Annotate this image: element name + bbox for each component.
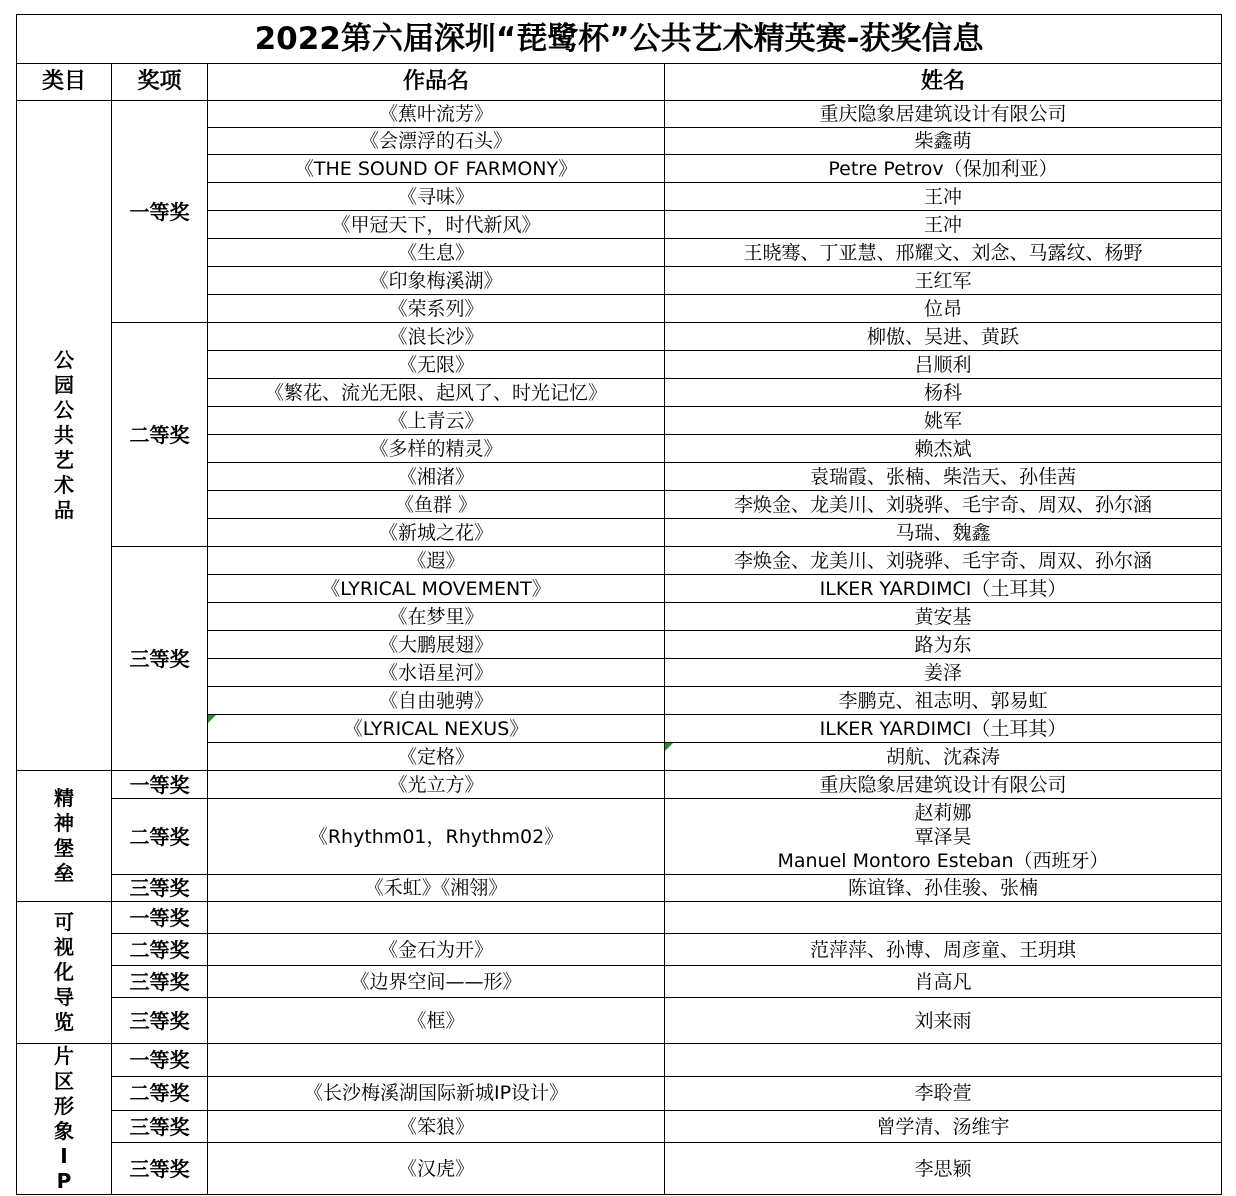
work-title-cell: 《THE SOUND OF FARMONY》	[208, 155, 665, 183]
category-cell	[17, 1044, 112, 1195]
work-title-cell: 《金石为开》	[208, 934, 665, 966]
award-cell: 一等奖	[112, 101, 208, 323]
work-title-cell: 《LYRICAL MOVEMENT》	[208, 575, 665, 603]
winner-name-cell: 路为东	[665, 631, 1222, 659]
winner-name-cell: 杨科	[665, 379, 1222, 407]
work-title-cell: 《边界空间——形》	[208, 966, 665, 998]
winner-name-cell	[665, 1044, 1222, 1077]
category-cell	[17, 101, 112, 771]
table-row	[17, 799, 1222, 875]
winner-name-cell: ILKER YARDIMCI（土耳其）	[665, 575, 1222, 603]
header-work: 作品名	[208, 64, 665, 101]
work-title-cell: 《禾虹》《湘翎》	[208, 875, 665, 902]
winner-name-cell: 肖高凡	[665, 966, 1222, 998]
winner-name-cell: 王冲	[665, 211, 1222, 239]
winner-name-cell: 柴鑫萌	[665, 128, 1222, 155]
work-title-cell: 《寻味》	[208, 183, 665, 211]
winner-name-cell: 柳傲、吴进、黄跃	[665, 323, 1222, 351]
work-title-cell: 《水语星河》	[208, 659, 665, 687]
work-title-cell: 《大鹏展翅》	[208, 631, 665, 659]
award-cell: 二等奖	[112, 799, 208, 875]
winner-name-cell: 范萍萍、孙博、周彦童、王玥琪	[665, 934, 1222, 966]
work-title-cell: 《遐》	[208, 547, 665, 575]
work-title-cell: 《印象梅溪湖》	[208, 267, 665, 295]
work-title-cell: 《LYRICAL NEXUS》	[208, 715, 665, 743]
work-title-cell: 《长沙梅溪湖国际新城IP设计》	[208, 1076, 665, 1110]
table-row	[17, 323, 1222, 351]
work-title-cell: 《在梦里》	[208, 603, 665, 631]
work-title-cell: 《新城之花》	[208, 519, 665, 547]
work-title-cell: 《上青云》	[208, 407, 665, 435]
category-label: 公园公共艺术品	[54, 348, 74, 522]
table-row	[17, 101, 1222, 128]
category-cell	[17, 902, 112, 1044]
award-cell: 一等奖	[112, 1044, 208, 1077]
header-award: 奖项	[112, 64, 208, 101]
work-title-cell: 《笨狼》	[208, 1110, 665, 1143]
winner-name-cell: 黄安基	[665, 603, 1222, 631]
award-cell: 三等奖	[112, 875, 208, 902]
category-label: 可视化导览	[54, 910, 74, 1034]
award-cell: 二等奖	[112, 323, 208, 547]
winner-name-cell: ILKER YARDIMCI（土耳其）	[665, 715, 1222, 743]
table-row	[17, 1076, 1222, 1110]
work-title-cell: 《汉虎》	[208, 1143, 665, 1195]
winner-name-cell: 姜泽	[665, 659, 1222, 687]
award-cell: 三等奖	[112, 547, 208, 771]
work-title-cell: 《甲冠天下，时代新风》	[208, 211, 665, 239]
winner-name-cell: 姚军	[665, 407, 1222, 435]
work-title-cell	[208, 902, 665, 934]
winner-name-cell: 李焕金、龙美川、刘骁骅、毛宇奇、周双、孙尔涵	[665, 547, 1222, 575]
table-row	[17, 998, 1222, 1044]
award-cell: 三等奖	[112, 1110, 208, 1143]
winner-name-cell: 曾学清、汤维宇	[665, 1110, 1222, 1143]
award-cell: 一等奖	[112, 771, 208, 799]
winner-name-cell: 李思颖	[665, 1143, 1222, 1195]
work-title-cell: 《自由驰骋》	[208, 687, 665, 715]
work-title-cell: 《无限》	[208, 351, 665, 379]
winner-name-cell: 赖杰斌	[665, 435, 1222, 463]
award-cell: 三等奖	[112, 998, 208, 1044]
award-cell: 一等奖	[112, 902, 208, 934]
award-cell: 三等奖	[112, 966, 208, 998]
table-row	[17, 875, 1222, 902]
winner-name-cell: 胡航、沈森涛	[665, 743, 1222, 771]
winner-name-cell: 李鹏克、祖志明、郭易虹	[665, 687, 1222, 715]
work-title-cell: 《Rhythm01，Rhythm02》	[208, 799, 665, 875]
category-label: 精神堡垒	[54, 786, 74, 885]
winner-name-cell: 陈谊锋、孙佳骏、张楠	[665, 875, 1222, 902]
work-title-cell: 《光立方》	[208, 771, 665, 799]
category-label: 片区形象IP	[54, 1044, 74, 1193]
category-cell	[17, 771, 112, 902]
table-title: 2022第六届深圳“琵鹭杯”公共艺术精英赛-获奖信息	[17, 15, 1222, 64]
winner-name-cell	[665, 902, 1222, 934]
table-row	[17, 1044, 1222, 1077]
winner-name-cell: 重庆隐象居建筑设计有限公司	[665, 771, 1222, 799]
winner-name-cell: 王冲	[665, 183, 1222, 211]
winner-name-cell: 赵莉娜 覃泽昊 Manuel Montoro Esteban（西班牙）	[665, 799, 1222, 875]
award-cell: 三等奖	[112, 1143, 208, 1195]
work-title-cell: 《繁花、流光无限、起风了、时光记忆》	[208, 379, 665, 407]
winner-name-cell: 吕顺利	[665, 351, 1222, 379]
winner-name-cell: 王晓骞、丁亚慧、邢耀文、刘念、马露纹、杨野	[665, 239, 1222, 267]
award-table	[16, 14, 1222, 1195]
winner-name-cell: 袁瑞霞、张楠、柴浩天、孙佳茜	[665, 463, 1222, 491]
title-row	[17, 15, 1222, 64]
table-row	[17, 1143, 1222, 1195]
table-row	[17, 902, 1222, 934]
work-title-cell: 《蕉叶流芳》	[208, 101, 665, 128]
table-row	[17, 547, 1222, 575]
winner-name-cell: 马瑞、魏鑫	[665, 519, 1222, 547]
work-title-cell: 《荣系列》	[208, 295, 665, 323]
work-title-cell: 《框》	[208, 998, 665, 1044]
work-title-cell: 《湘渚》	[208, 463, 665, 491]
work-title-cell	[208, 1044, 665, 1077]
table-row	[17, 966, 1222, 998]
table-row	[17, 934, 1222, 966]
award-cell: 二等奖	[112, 934, 208, 966]
winner-name-cell: 王红军	[665, 267, 1222, 295]
table-row	[17, 1110, 1222, 1143]
work-title-cell: 《浪长沙》	[208, 323, 665, 351]
header-category: 类目	[17, 64, 112, 101]
work-title-cell: 《生息》	[208, 239, 665, 267]
header-name: 姓名	[665, 64, 1222, 101]
winner-name-cell: 刘来雨	[665, 998, 1222, 1044]
table-row	[17, 771, 1222, 799]
work-title-cell: 《会漂浮的石头》	[208, 128, 665, 155]
winner-name-cell: Petre Petrov（保加利亚）	[665, 155, 1222, 183]
header-row	[17, 64, 1222, 101]
winner-name-cell: 李聆萱	[665, 1076, 1222, 1110]
award-cell: 二等奖	[112, 1076, 208, 1110]
work-title-cell: 《定格》	[208, 743, 665, 771]
winner-name-cell: 重庆隐象居建筑设计有限公司	[665, 101, 1222, 128]
winner-name-cell: 李焕金、龙美川、刘骁骅、毛宇奇、周双、孙尔涵	[665, 491, 1222, 519]
work-title-cell: 《鱼群 》	[208, 491, 665, 519]
winner-name-cell: 位昂	[665, 295, 1222, 323]
work-title-cell: 《多样的精灵》	[208, 435, 665, 463]
